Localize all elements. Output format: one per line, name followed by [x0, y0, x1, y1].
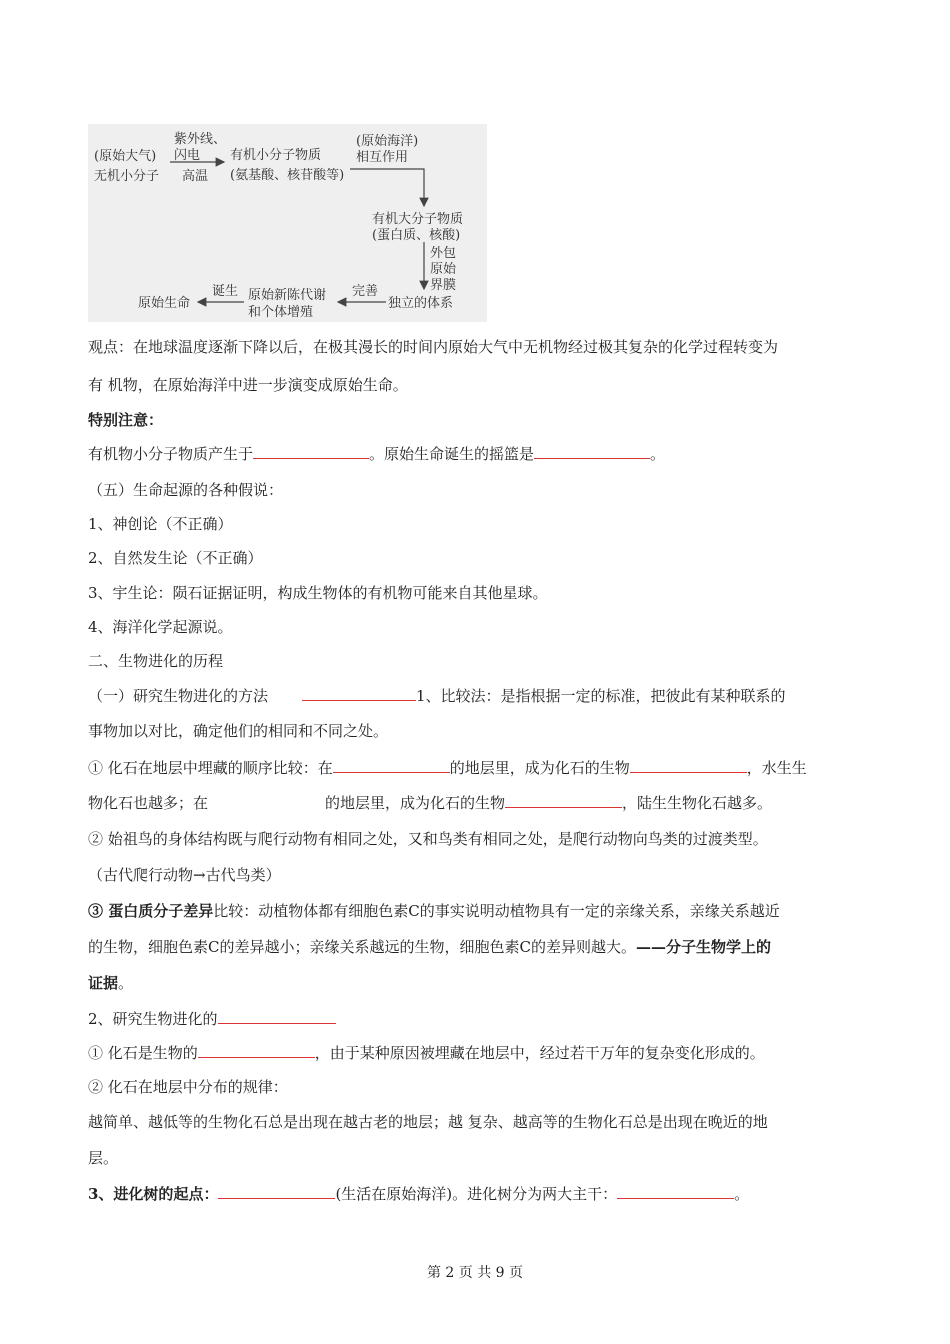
protein-text-c: 的生物，细胞色素C的差异越小；亲缘关系越远的生物，细胞色素C的差异则越大。	[88, 938, 636, 956]
rule-heading: ② 化石在地层中分布的规律：	[88, 1078, 288, 1096]
note-text-b: 。原始生命诞生的摇篮是	[369, 445, 535, 463]
rule-line-2: 层。	[88, 1149, 119, 1167]
metabolism-label: 原始新陈代谢	[248, 288, 327, 303]
tree-text-b: (生活在原始海洋)。进化树分为两大主干：	[335, 1185, 618, 1203]
life-label: 原始生命	[138, 296, 191, 311]
amino-label: (氨基酸、核苷酸等)	[230, 168, 345, 183]
reproduction-label: 和个体增殖	[248, 305, 314, 320]
note-text-c: 。	[650, 445, 666, 463]
perfect-label: 完善	[352, 284, 379, 299]
method-line	[88, 686, 786, 706]
protein-line-3	[88, 973, 133, 993]
section-2-heading: 二、生物进化的历程	[88, 652, 224, 670]
fossil-text-c: ，水生生	[746, 759, 807, 777]
lightning-label: 闪电	[174, 148, 201, 163]
study-evidence-line	[88, 1009, 336, 1029]
protein-text-e: 证据	[88, 974, 119, 992]
protein-text-d: ——分子生物学上的	[635, 938, 771, 956]
ancient-transition-line: （古代爬行动物→古代鸟类）	[88, 866, 281, 884]
fossil-text-f: ，陆生生物化石越多。	[622, 794, 773, 812]
study-text: 2、研究生物进化的	[88, 1010, 218, 1028]
inorganic-label: 无机小分子	[94, 169, 160, 184]
protein-line-2	[88, 937, 771, 957]
protein-text-b: 比较：动植物体都有细胞色素C的事实说明动植物具有一定的亲缘关系，亲缘关系越近	[213, 902, 780, 920]
blank-older-organisms[interactable]	[630, 758, 747, 773]
protein-nucleic-label: (蛋白质、核酸)	[372, 228, 461, 243]
arrow-to-macro	[350, 169, 424, 206]
membrane-label-2: 原始	[430, 262, 457, 277]
blank-newer-organisms[interactable]	[505, 793, 622, 808]
interact-label: 相互作用	[356, 150, 409, 165]
page-footer: 第 2 页 共 9 页	[426, 1265, 524, 1281]
note-line	[88, 444, 665, 464]
fossil-text-d: 物化石也越多；在	[88, 794, 209, 812]
fossil-def-b: ，由于某种原因被埋藏在地层中，经过若干万年的复杂变化形成的。	[314, 1044, 765, 1062]
atmosphere-label: (原始大气)	[94, 149, 157, 164]
uv-label: 紫外线、	[174, 132, 227, 147]
blank-evidence[interactable]	[218, 1009, 336, 1024]
hypothesis-1: 1、神创论（不正确）	[88, 515, 233, 533]
method-line-2: 事物加以对比，确定他们的相同和不同之处。	[88, 722, 389, 740]
note-text-a: 有机物小分子物质产生于	[88, 445, 254, 463]
independent-label: 独立的体系	[388, 296, 454, 311]
rule-line-1: 越简单、越低等的生物化石总是出现在越古老的地层；越 复杂、越高等的生物化石总是出现在晚近的地	[88, 1113, 768, 1131]
special-note-heading: 特别注意：	[88, 411, 164, 429]
method-text-a: （一）研究生物进化的方法	[88, 687, 269, 705]
method-text-b: 1、比较法：是指根据一定的标准，把彼此有某种联系的	[416, 687, 786, 705]
fossil-text-b: 的地层里，成为化石的生物	[449, 759, 630, 777]
small-organic-label: 有机小分子物质	[230, 148, 322, 163]
blank-method[interactable]	[302, 686, 416, 701]
blank-fossil-definition[interactable]	[198, 1043, 315, 1058]
fossil-order-line-2	[88, 793, 772, 813]
fossil-definition-line	[88, 1043, 765, 1063]
hypothesis-3: 3、宇生论：陨石证据证明，构成生物体的有机物可能来自其他星球。	[88, 584, 548, 602]
hypothesis-heading: （五）生命起源的各种假说：	[88, 481, 284, 499]
fossil-text-e: 的地层里，成为化石的生物	[325, 794, 506, 812]
high-temp-label: 高温	[182, 169, 209, 184]
membrane-label-1: 外包	[430, 246, 457, 261]
viewpoint-line-2: 有 机物，在原始海洋中进一步演变成原始生命。	[88, 376, 408, 394]
tree-text-a: 3、进化树的起点：	[88, 1185, 219, 1203]
fossil-text-a: ① 化石在地层中埋藏的顺序比较：在	[88, 759, 333, 777]
tree-text-c: 。	[734, 1185, 750, 1203]
blank-older-layer[interactable]	[333, 758, 450, 773]
hypothesis-4: 4、海洋化学起源说。	[88, 618, 233, 636]
fossil-order-line-1	[88, 758, 807, 778]
blank-tree-start[interactable]	[218, 1184, 335, 1199]
origin-of-life-diagram	[88, 124, 487, 322]
archaeopteryx-line: ② 始祖鸟的身体结构既与爬行动物有相同之处，又和鸟类有相同之处，是爬行动物向鸟类的过渡类型。	[88, 830, 768, 848]
macro-label: 有机大分子物质	[372, 212, 464, 227]
blank-tree-trunks[interactable]	[617, 1184, 734, 1199]
fossil-def-a: ① 化石是生物的	[88, 1044, 198, 1062]
ocean-label: (原始海洋)	[356, 134, 419, 149]
evolution-tree-line	[88, 1184, 749, 1204]
blank-life-cradle[interactable]	[534, 444, 650, 459]
viewpoint-line-1: 观点：在地球温度逐渐下降以后，在极其漫长的时间内原始大气中无机物经过极其复杂的化学过程转变为	[88, 338, 779, 356]
birth-label: 诞生	[212, 284, 239, 299]
protein-text-a: ③ 蛋白质分子差异	[88, 902, 214, 920]
protein-text-f: 。	[118, 974, 134, 992]
membrane-label-3: 界膜	[430, 278, 457, 293]
hypothesis-2: 2、自然发生论（不正确）	[88, 549, 263, 567]
blank-small-organic-origin[interactable]	[253, 444, 369, 459]
protein-line-1	[88, 901, 780, 921]
